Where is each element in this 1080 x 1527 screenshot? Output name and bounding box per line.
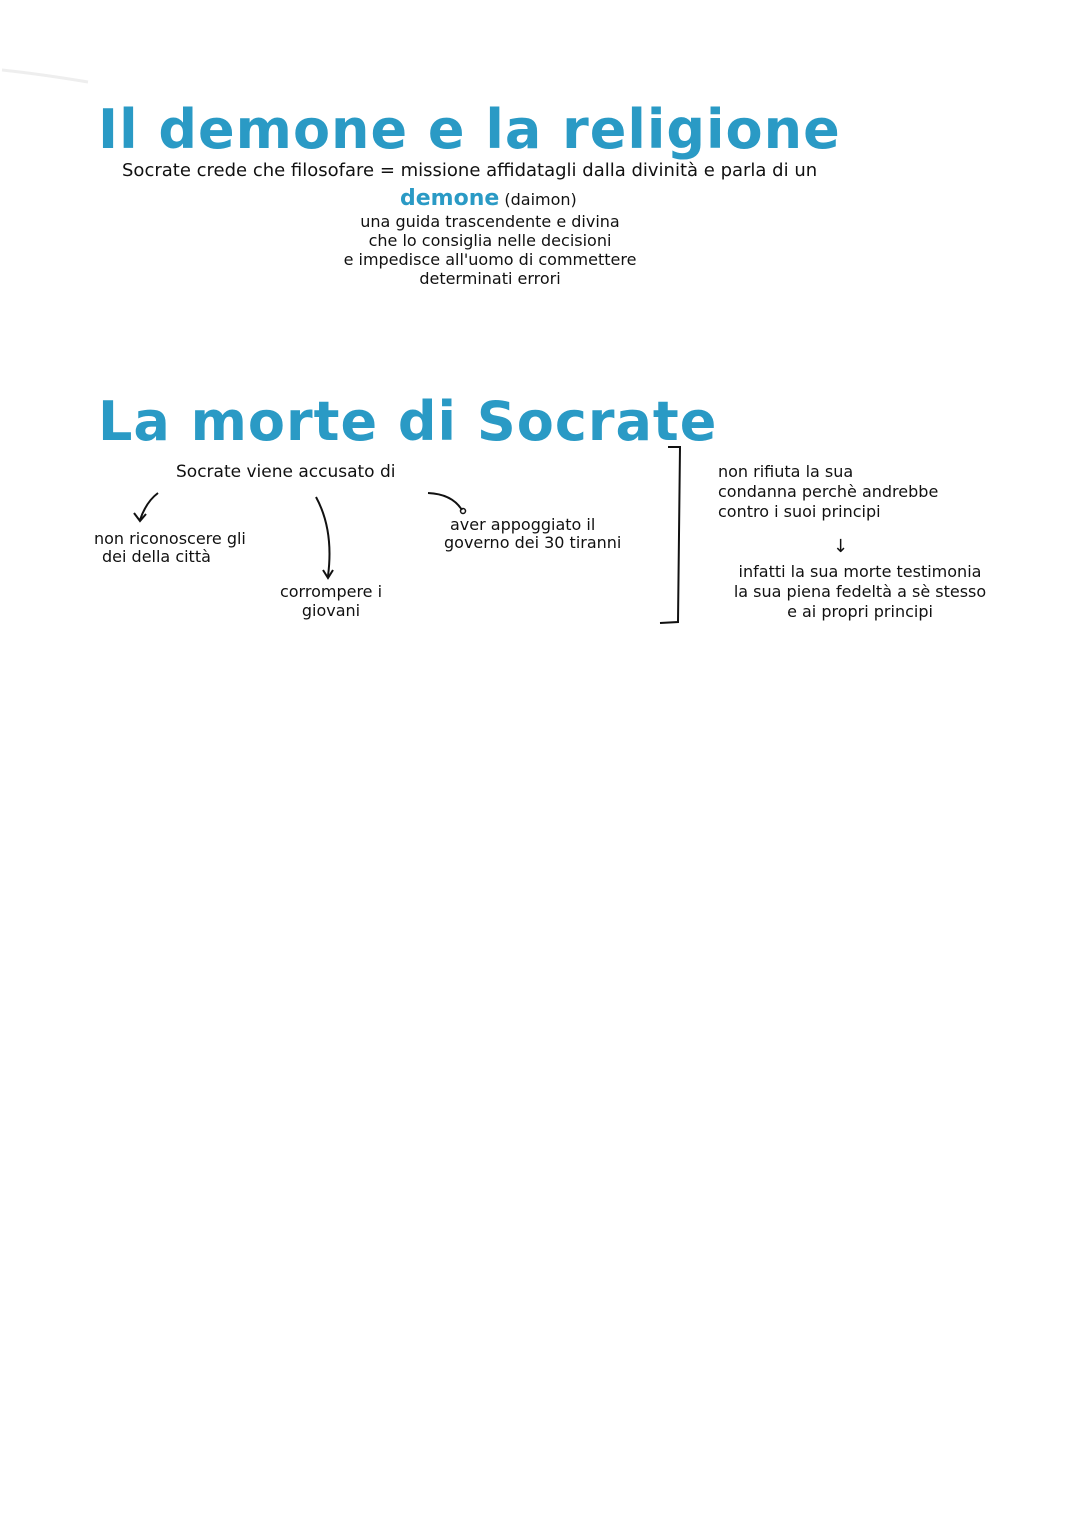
side-note-line: contro i suoi principi bbox=[718, 502, 881, 521]
demone-definition bbox=[300, 212, 680, 288]
bracket-icon bbox=[660, 447, 680, 623]
definition-line: e impedisce all'uomo di commettere bbox=[343, 250, 637, 269]
side-note-line: la sua piena fedeltà a sè stesso bbox=[733, 582, 987, 601]
intro-sentence: Socrate crede che filosofare = missione affidatagli dalla divinità e parla di un bbox=[122, 160, 818, 181]
side-note-bottom bbox=[690, 562, 1030, 622]
arrow-icon bbox=[316, 497, 333, 578]
side-note-line: condanna perchè andrebbe bbox=[718, 482, 939, 501]
accusation-intro: Socrate viene accusato di bbox=[176, 462, 396, 482]
accusation-line: non riconoscere gli bbox=[94, 529, 246, 548]
accusation-line: governo dei 30 tiranni bbox=[444, 533, 622, 552]
accusation-item-tyrants bbox=[444, 516, 621, 552]
definition-line: una guida trascendente e divina bbox=[360, 212, 620, 231]
keyword-demone: demone bbox=[400, 186, 500, 211]
down-arrow-icon: ↓ bbox=[833, 536, 849, 557]
accusation-line: corrompere i bbox=[279, 582, 383, 601]
accusation-line: aver appoggiato il bbox=[450, 515, 596, 534]
arrow-icon bbox=[134, 493, 158, 521]
side-note-line: non rifiuta la sua bbox=[718, 462, 854, 481]
section-title-morte: La morte di Socrate bbox=[98, 390, 718, 453]
accusation-line: giovani bbox=[301, 601, 361, 620]
definition-line: determinati errori bbox=[419, 269, 561, 288]
accusation-line: dei della città bbox=[102, 547, 211, 566]
side-note-line: e ai propri principi bbox=[787, 602, 933, 621]
keyword-note: (daimon) bbox=[504, 190, 577, 209]
side-note-top bbox=[718, 462, 938, 522]
side-note-line: infatti la sua morte testimonia bbox=[738, 562, 982, 581]
faint-stroke-mark bbox=[0, 66, 90, 86]
keyword-row bbox=[400, 186, 577, 211]
definition-line: che lo consiglia nelle decisioni bbox=[368, 231, 612, 250]
accusation-item-gods bbox=[94, 530, 246, 566]
accusation-item-youth bbox=[266, 582, 396, 620]
section-title-demone: Il demone e la religione bbox=[98, 98, 841, 161]
arrow-icon bbox=[428, 493, 466, 514]
